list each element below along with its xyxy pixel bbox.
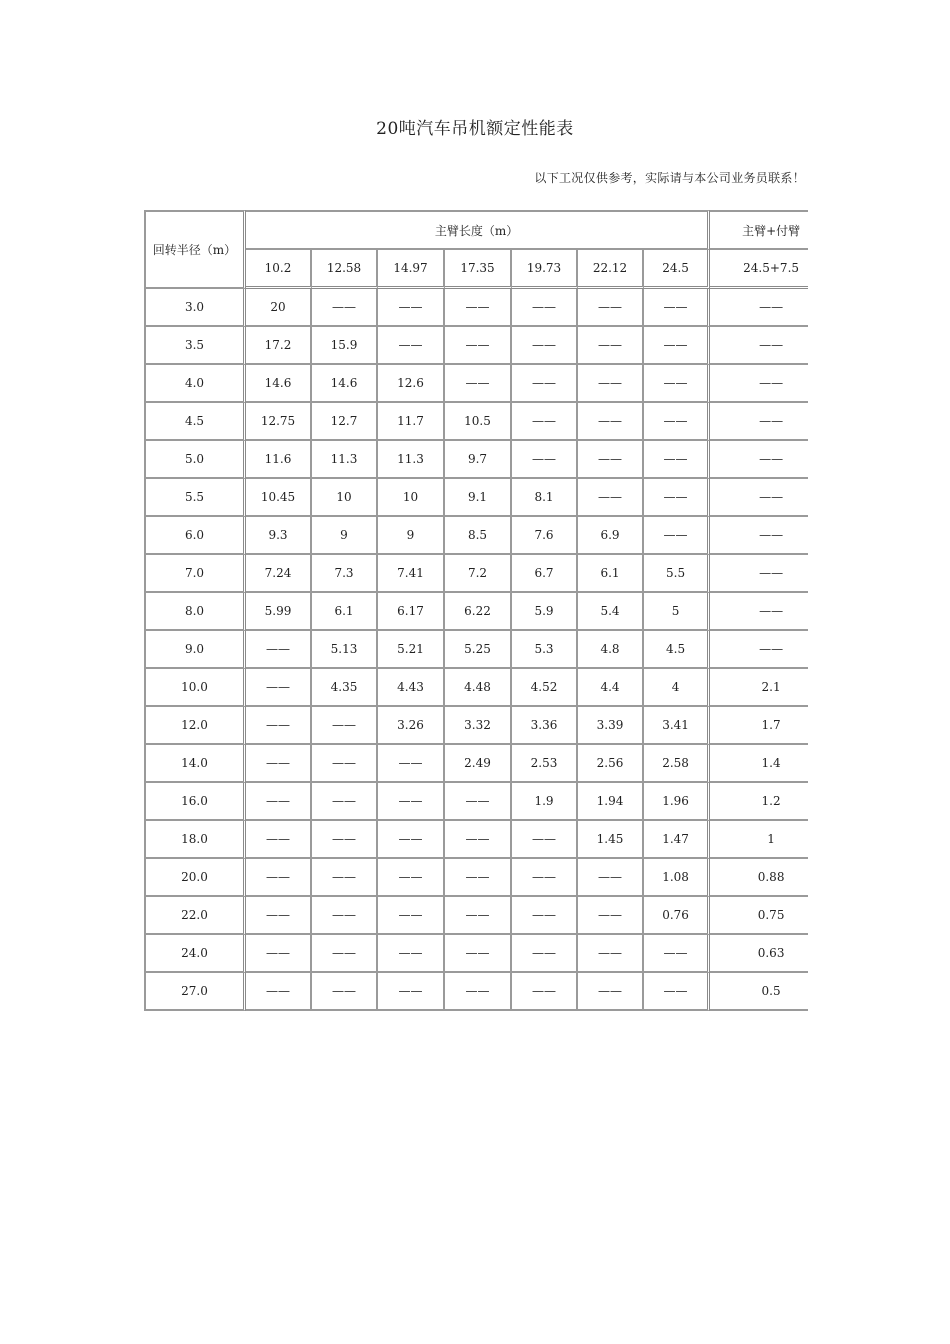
capacity-cell: 8.5 (445, 517, 512, 555)
jib-capacity-cell: 0.5 (710, 973, 808, 1011)
capacity-cell: —— (312, 897, 378, 935)
table-row (144, 745, 808, 783)
capacity-cell: —— (312, 707, 378, 745)
performance-table-wrap (144, 210, 808, 1011)
capacity-cell: 10.5 (445, 403, 512, 441)
radius-cell: 3.5 (144, 327, 246, 365)
radius-cell: 7.0 (144, 555, 246, 593)
capacity-cell: —— (246, 935, 312, 973)
radius-cell: 10.0 (144, 669, 246, 707)
capacity-cell: 9.7 (445, 441, 512, 479)
jib-capacity-cell: —— (710, 327, 808, 365)
capacity-cell: —— (512, 289, 578, 327)
capacity-cell: 2.49 (445, 745, 512, 783)
capacity-cell: 1.94 (578, 783, 644, 821)
capacity-cell: 5.5 (644, 555, 710, 593)
jib-capacity-cell: —— (710, 365, 808, 403)
capacity-cell: —— (378, 745, 445, 783)
capacity-cell: 5.13 (312, 631, 378, 669)
capacity-cell: —— (512, 365, 578, 403)
capacity-cell: —— (512, 897, 578, 935)
capacity-cell: —— (512, 859, 578, 897)
capacity-cell: 9 (312, 517, 378, 555)
header-row (144, 210, 808, 250)
table-row (144, 669, 808, 707)
capacity-cell: 4 (644, 669, 710, 707)
table-row (144, 859, 808, 897)
capacity-cell: 7.6 (512, 517, 578, 555)
capacity-cell: —— (378, 897, 445, 935)
capacity-cell: 9.1 (445, 479, 512, 517)
capacity-cell: 12.7 (312, 403, 378, 441)
capacity-cell: —— (512, 973, 578, 1011)
capacity-cell: 3.26 (378, 707, 445, 745)
capacity-cell: 3.32 (445, 707, 512, 745)
jib-capacity-cell: —— (710, 289, 808, 327)
jib-capacity-cell: —— (710, 631, 808, 669)
capacity-cell: —— (512, 441, 578, 479)
capacity-cell: —— (246, 783, 312, 821)
capacity-cell: 11.7 (378, 403, 445, 441)
capacity-cell: 5.99 (246, 593, 312, 631)
jib-capacity-cell: 0.63 (710, 935, 808, 973)
capacity-cell: —— (378, 327, 445, 365)
capacity-cell: —— (445, 973, 512, 1011)
capacity-cell: —— (312, 821, 378, 859)
capacity-cell: —— (246, 859, 312, 897)
capacity-cell: 6.1 (578, 555, 644, 593)
capacity-cell: —— (246, 669, 312, 707)
capacity-cell: 4.48 (445, 669, 512, 707)
capacity-cell: 7.24 (246, 555, 312, 593)
radius-cell: 18.0 (144, 821, 246, 859)
capacity-cell: —— (644, 517, 710, 555)
jib-capacity-cell: 1.4 (710, 745, 808, 783)
boom-length-cell: 10.2 (246, 250, 312, 289)
capacity-cell: 17.2 (246, 327, 312, 365)
capacity-cell: —— (312, 973, 378, 1011)
capacity-cell: 4.35 (312, 669, 378, 707)
capacity-cell: 2.58 (644, 745, 710, 783)
capacity-cell: —— (644, 365, 710, 403)
capacity-cell: —— (578, 289, 644, 327)
capacity-cell: 4.4 (578, 669, 644, 707)
capacity-cell: 5.4 (578, 593, 644, 631)
boom-length-cell: 22.12 (578, 250, 644, 289)
capacity-cell: 5.21 (378, 631, 445, 669)
capacity-cell: 1.9 (512, 783, 578, 821)
capacity-cell: 6.1 (312, 593, 378, 631)
radius-cell: 4.0 (144, 365, 246, 403)
capacity-cell: —— (578, 859, 644, 897)
jib-capacity-cell: 1.2 (710, 783, 808, 821)
table-row (144, 821, 808, 859)
capacity-cell: —— (578, 973, 644, 1011)
jib-capacity-cell: —— (710, 517, 808, 555)
page-title: 20吨汽车吊机额定性能表 (376, 119, 574, 139)
table-row (144, 517, 808, 555)
capacity-cell: 11.3 (378, 441, 445, 479)
table-row (144, 289, 808, 327)
table-row (144, 403, 808, 441)
capacity-cell: —— (512, 403, 578, 441)
radius-cell: 22.0 (144, 897, 246, 935)
capacity-cell: 9.3 (246, 517, 312, 555)
reference-note: 以下工况仅供参考，实际请与本公司业务员联系！ (534, 171, 805, 185)
table-row (144, 897, 808, 935)
capacity-cell: —— (378, 935, 445, 973)
capacity-cell: 7.41 (378, 555, 445, 593)
table-row (144, 555, 808, 593)
table-row (144, 631, 808, 669)
capacity-cell: 11.3 (312, 441, 378, 479)
jib-length-cell: 24.5+7.5 (710, 250, 808, 289)
capacity-cell: 3.41 (644, 707, 710, 745)
boom-length-cell: 17.35 (445, 250, 512, 289)
capacity-cell: 3.39 (578, 707, 644, 745)
capacity-cell: —— (246, 745, 312, 783)
radius-header: 回转半径（m） (144, 210, 246, 289)
radius-cell: 20.0 (144, 859, 246, 897)
capacity-cell: 9 (378, 517, 445, 555)
capacity-cell: —— (312, 783, 378, 821)
capacity-cell: 6.17 (378, 593, 445, 631)
capacity-cell: 20 (246, 289, 312, 327)
capacity-cell: 7.2 (445, 555, 512, 593)
jib-capacity-cell: 2.1 (710, 669, 808, 707)
capacity-cell: —— (445, 327, 512, 365)
capacity-cell: 2.53 (512, 745, 578, 783)
capacity-cell: 1.96 (644, 783, 710, 821)
capacity-cell: 2.56 (578, 745, 644, 783)
table-row (144, 479, 808, 517)
capacity-cell: —— (378, 859, 445, 897)
capacity-cell: 3.36 (512, 707, 578, 745)
capacity-cell: —— (246, 707, 312, 745)
capacity-cell: —— (644, 289, 710, 327)
capacity-cell: 14.6 (246, 365, 312, 403)
jib-capacity-cell: 1 (710, 821, 808, 859)
capacity-cell: 5.25 (445, 631, 512, 669)
radius-cell: 12.0 (144, 707, 246, 745)
capacity-cell: —— (246, 821, 312, 859)
capacity-cell: —— (246, 897, 312, 935)
capacity-cell: 12.6 (378, 365, 445, 403)
table-row (144, 707, 808, 745)
capacity-cell: —— (644, 403, 710, 441)
capacity-cell: —— (445, 897, 512, 935)
capacity-cell: 4.43 (378, 669, 445, 707)
jib-capacity-cell: —— (710, 479, 808, 517)
capacity-cell: —— (578, 327, 644, 365)
table-row (144, 783, 808, 821)
capacity-cell: 6.22 (445, 593, 512, 631)
radius-cell: 3.0 (144, 289, 246, 327)
radius-cell: 5.5 (144, 479, 246, 517)
radius-cell: 6.0 (144, 517, 246, 555)
capacity-cell: —— (512, 821, 578, 859)
capacity-cell: 5.9 (512, 593, 578, 631)
jib-capacity-cell: —— (710, 593, 808, 631)
radius-cell: 27.0 (144, 973, 246, 1011)
capacity-cell: —— (312, 859, 378, 897)
table-row (144, 935, 808, 973)
capacity-cell: —— (378, 289, 445, 327)
capacity-cell: 14.6 (312, 365, 378, 403)
capacity-cell: 6.9 (578, 517, 644, 555)
capacity-cell: —— (445, 783, 512, 821)
capacity-cell: —— (578, 365, 644, 403)
radius-cell: 14.0 (144, 745, 246, 783)
capacity-cell: 5 (644, 593, 710, 631)
capacity-cell: 15.9 (312, 327, 378, 365)
table-row (144, 441, 808, 479)
boom-length-cell: 12.58 (312, 250, 378, 289)
capacity-cell: —— (312, 289, 378, 327)
capacity-cell: 1.47 (644, 821, 710, 859)
capacity-cell: 11.6 (246, 441, 312, 479)
capacity-cell: —— (378, 821, 445, 859)
table-row (144, 973, 808, 1011)
capacity-cell: —— (445, 821, 512, 859)
jib-capacity-cell: 0.88 (710, 859, 808, 897)
capacity-cell: 10 (312, 479, 378, 517)
capacity-cell: 1.45 (578, 821, 644, 859)
boom-length-cell: 14.97 (378, 250, 445, 289)
capacity-cell: —— (445, 859, 512, 897)
capacity-cell: 0.76 (644, 897, 710, 935)
capacity-cell: —— (644, 935, 710, 973)
radius-cell: 4.5 (144, 403, 246, 441)
radius-cell: 8.0 (144, 593, 246, 631)
capacity-cell: —— (644, 327, 710, 365)
radius-cell: 5.0 (144, 441, 246, 479)
performance-table (144, 210, 808, 1011)
capacity-cell: —— (312, 745, 378, 783)
capacity-cell: 12.75 (246, 403, 312, 441)
capacity-cell: —— (512, 327, 578, 365)
capacity-cell: 4.52 (512, 669, 578, 707)
capacity-cell: —— (512, 935, 578, 973)
boom-length-cell: 19.73 (512, 250, 578, 289)
jib-capacity-cell: 0.75 (710, 897, 808, 935)
boom-length-cell: 24.5 (644, 250, 710, 289)
capacity-cell: —— (578, 897, 644, 935)
radius-cell: 24.0 (144, 935, 246, 973)
jib-capacity-cell: —— (710, 441, 808, 479)
radius-cell: 16.0 (144, 783, 246, 821)
capacity-cell: 6.7 (512, 555, 578, 593)
capacity-cell: —— (445, 935, 512, 973)
table-row (144, 593, 808, 631)
jib-header: 主臂+付臂 (710, 210, 808, 250)
capacity-cell: 1.08 (644, 859, 710, 897)
table-row (144, 327, 808, 365)
capacity-cell: —— (578, 403, 644, 441)
capacity-cell: —— (378, 973, 445, 1011)
capacity-cell: —— (644, 973, 710, 1011)
capacity-cell: —— (644, 441, 710, 479)
capacity-cell: 4.8 (578, 631, 644, 669)
radius-cell: 9.0 (144, 631, 246, 669)
capacity-cell: —— (246, 973, 312, 1011)
capacity-cell: —— (578, 441, 644, 479)
capacity-cell: —— (378, 783, 445, 821)
capacity-cell: —— (312, 935, 378, 973)
capacity-cell: —— (644, 479, 710, 517)
capacity-cell: 8.1 (512, 479, 578, 517)
main-boom-header: 主臂长度（m） (246, 210, 710, 250)
table-row (144, 365, 808, 403)
capacity-cell: 5.3 (512, 631, 578, 669)
capacity-cell: —— (445, 289, 512, 327)
jib-capacity-cell: 1.7 (710, 707, 808, 745)
capacity-cell: —— (578, 935, 644, 973)
capacity-cell: 7.3 (312, 555, 378, 593)
capacity-cell: —— (246, 631, 312, 669)
capacity-cell: 10.45 (246, 479, 312, 517)
capacity-cell: 4.5 (644, 631, 710, 669)
capacity-cell: —— (578, 479, 644, 517)
jib-capacity-cell: —— (710, 403, 808, 441)
jib-capacity-cell: —— (710, 555, 808, 593)
capacity-cell: 10 (378, 479, 445, 517)
capacity-cell: —— (445, 365, 512, 403)
